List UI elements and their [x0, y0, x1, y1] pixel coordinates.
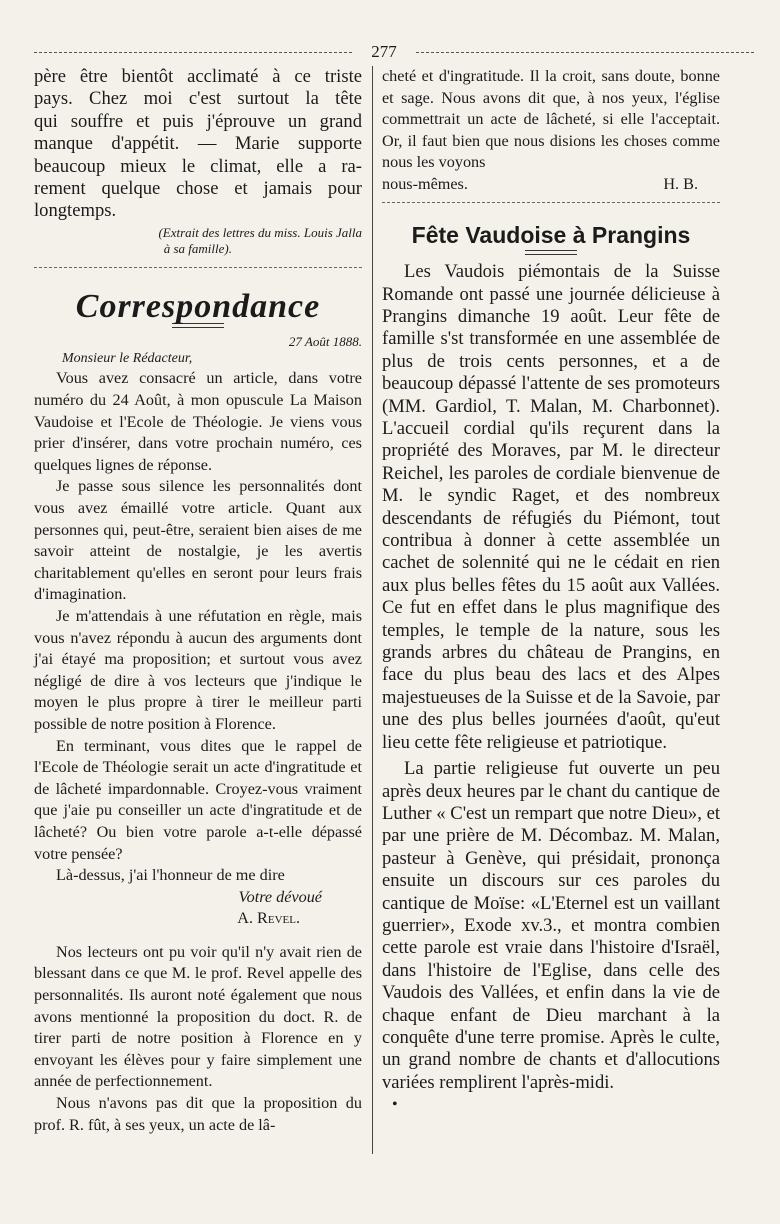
section-rule: [34, 267, 362, 268]
column-divider: [372, 66, 373, 1154]
article-paragraph: Les Vaudois piémontais de la Suisse Romande ont passé une journée délicieuse à Prangins dimanche 19 août. Leur fête de famille s'st transformée en une assemblée de plus de trois cents personnes, et a de beaucoup dépassé l'attente de ses promoteurs (MM. Gardiol, T. Malan, M. Charbonnet). L'accueil cordial qu'ils reçurent dans la propriété des Moraves, par M. le directeur Reichel, les paroles de cordiale bienvenue de M. le syndic Raget, et des nombreux descendants de réfugiés du Piémont, tout contribua à donner à cette assemblée un cachet de solennité qui ne le cédait en rien aux plus belles fêtes du 15 août aux Vallées. Ce fut en effet dans le plus magnifique des temples, le temple de la nature, sous les grands arbres du château de Prangins, en face du plus beau des lacs et des Alpes majestueuses de la Suisse et de la Savoie, par une des plus belles journées d'août, qu'eut lieu cette fête religieuse et patriotique.: [382, 261, 720, 753]
editor-reply-paragraph: Nos lecteurs ont pu voir qu'il n'y avait rien de blessant dans ce que M. le prof. Revel appelle des personnalités. Ils auront noté également que nous avons mentionné la proposition du doct. R. de tirer parti de notre position à Florence en y envoyant les élèves pour y faire simplement une année de perfectionnement.: [34, 942, 362, 1091]
page-header: [34, 44, 754, 64]
letter-paragraph: En terminant, vous dites que le rappel de l'Ecole de Théologie serait un acte d'ingratitude et de lâcheté impardonnable. Croyez-vous vraiment que j'aie pu conseiller un acte d'ingratitude et de lâcheté? Ou bien votre parole a-t-elle dépassé votre pensée?: [34, 736, 362, 863]
reply-last-line: nous-mêmes.: [382, 174, 468, 193]
extract-source-line: à sa famille).: [163, 240, 232, 256]
reply-signoff: [382, 174, 720, 196]
end-mark: •: [392, 1096, 398, 1114]
intro-line: pays. Chez moi c'est surtout la tête: [34, 88, 362, 110]
editor-reply-paragraph: Nous n'avons pas dit que la proposition du prof. R. fût, à ses yeux, un acte de lâ-: [34, 1094, 362, 1134]
extract-source: [34, 225, 362, 257]
letter-paragraph: Là-dessus, j'ai l'honneur de me dire: [56, 866, 285, 885]
letter-paragraph: Je passe sous silence les personnalités dont vous avez émaillé votre article. Quant aux personnes qui, peut-être, seraient bien aises de me savoir atteint de nostalgie, je les avertis charitablement qu'elles en seront pour leurs frais d'imagination.: [34, 477, 362, 604]
letter-salutation: Monsieur le Rédacteur,: [62, 351, 193, 367]
extract-source-line: (Extrait des lettres du miss. Louis Jalla: [158, 224, 362, 240]
heading-ornament-rule: [525, 250, 577, 255]
letter-dateline: 27 Août 1888.: [288, 334, 362, 350]
fete-article-text: [382, 261, 720, 1094]
letter-closing: Votre dévoué: [238, 887, 322, 906]
right-column: [382, 66, 720, 1116]
header-ornament-left: [34, 52, 352, 57]
letter-extract-text: [34, 66, 362, 223]
header-ornament-right: [416, 52, 754, 57]
letter-paragraph: Vous avez consacré un article, dans votre numéro du 24 Août, à mon opuscule La Maison Vaudoise et l'Ecole de Théologie. Je viens vous prier d'insérer, dans votre prochain numéro, ces quelques lignes de réponse.: [34, 369, 362, 474]
letter-paragraph: Je m'attendais à une réfutation en règle, mais vous n'avez répondu à aucun des arguments dont j'ai étayé ma proposition; et surtout vous avez négligé de dire à vos lecteurs que j'indique le moyen le plus propre à tirer le meilleur parti possible de notre position à Florence.: [34, 606, 362, 733]
left-column: [34, 66, 362, 1136]
page-number: 277: [371, 42, 397, 61]
intro-line: beaucoup mieux le climat, elle a ra-: [34, 155, 362, 177]
intro-line: rement quelque chose et jamais pour: [34, 178, 362, 200]
reply-initials: H. B.: [663, 174, 698, 193]
section-rule: [382, 202, 720, 203]
correspondence-heading: Correspondance: [75, 287, 321, 325]
article-paragraph: La partie religieuse fut ouverte un peu après deux heures par le chant du cantique de Luther « C'est un rempart que notre Dieu», et par une prière de M. Décombaz. M. Malan, pasteur à Genève, qui présidait, prononça ensuite un discours sur ces paroles du cantique de Moïse: «L'Eternel est un vaillant guerrier», Exode xv.3., et montra combien cette parole est vraie dans l'histoire d'Israël, dans l'histoire de l'Eglise, dans celle des Vaudois des Vallées, et enfin dans la vie de chaque enfant de Dieu marchant à la conquête d'une terre promise. Après le culte, un grand nombre de chants et d'allocutions variées remplirent l'après-midi.: [382, 758, 720, 1093]
fete-heading: Fête Vaudoise à Prangins: [411, 221, 691, 248]
intro-line: père être bientôt acclimaté à ce triste: [34, 66, 362, 87]
intro-line: longtemps.: [34, 200, 117, 222]
intro-line: manque d'appétit. — Marie supporte: [34, 133, 362, 155]
letter-signature: A. Revel.: [237, 909, 300, 928]
intro-line: qui souffre et puis j'éprouve un grand: [34, 110, 362, 132]
reply-continuation: cheté et d'ingratitude. Il la croit, sans doute, bonne et sage. Nous avons dit que, à nos yeux, l'église commettrait un acte de lâcheté, si elle l'acceptait. Or, il faut bien que nous disions les choses comme nous les voyons: [382, 67, 720, 172]
